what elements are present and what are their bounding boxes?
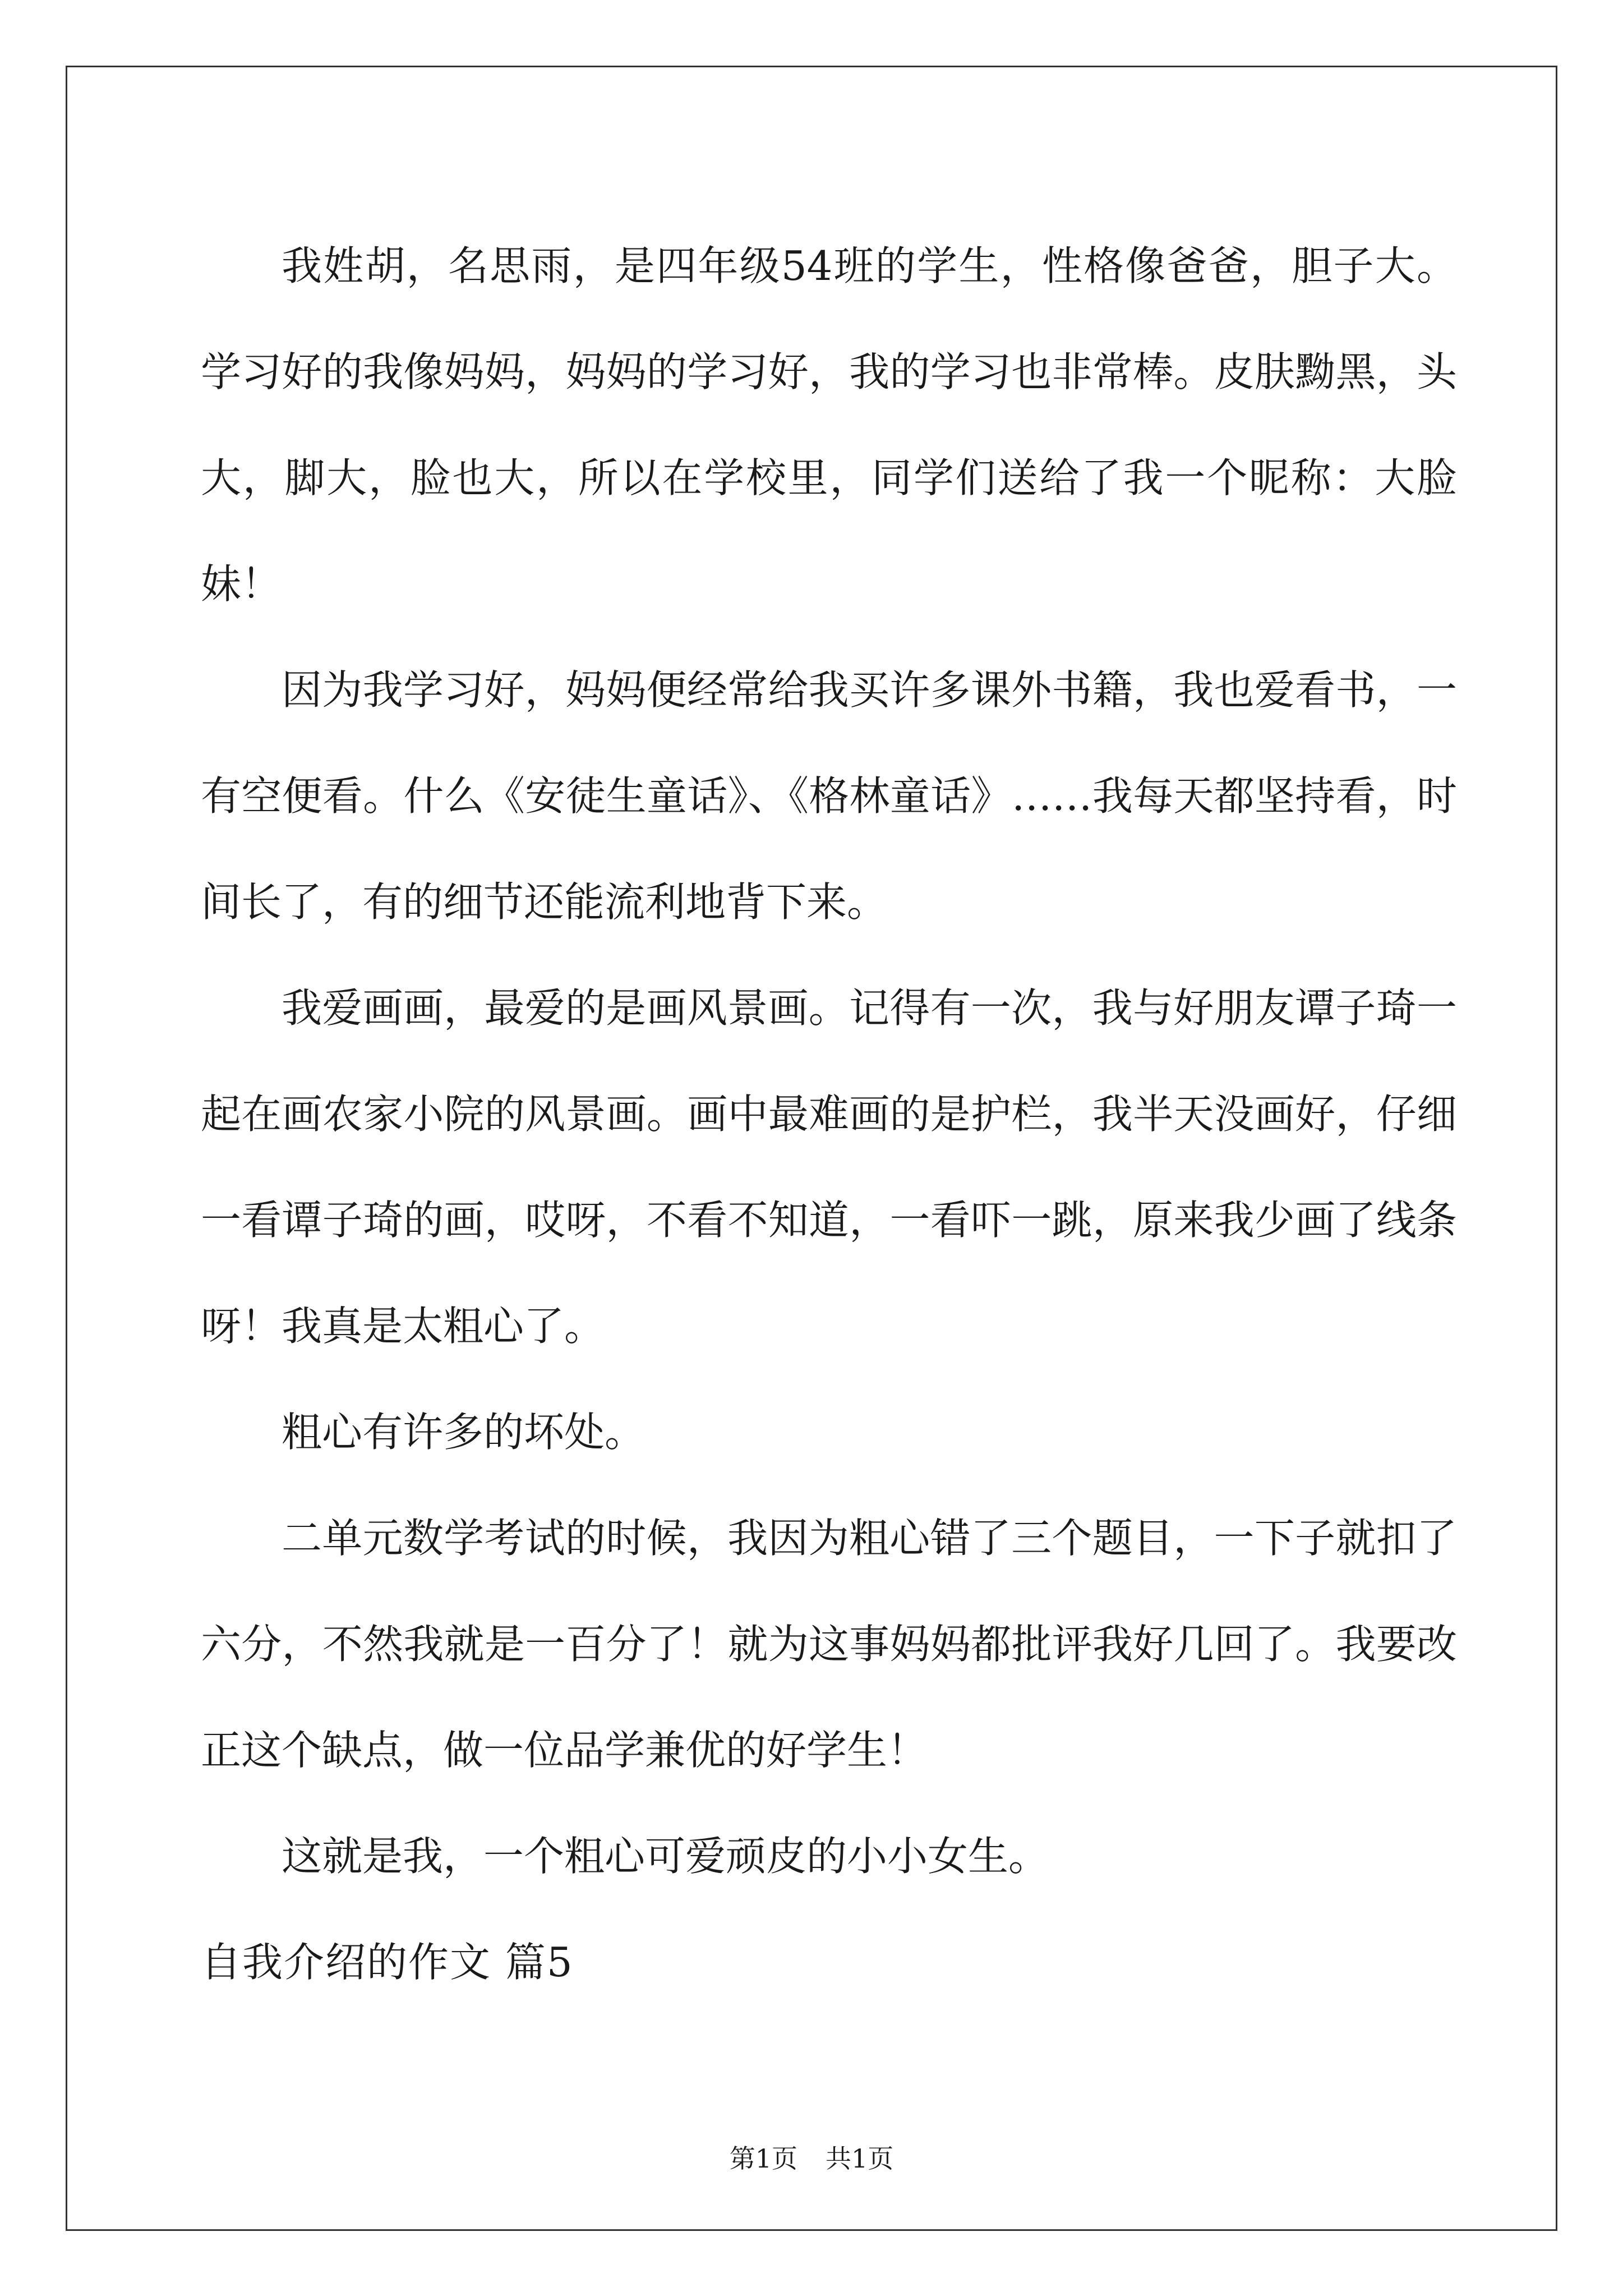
paragraph-5: 二单元数学考试的时候，我因为粗心错了三个题目，一下子就扣了六分，不然我就是一百分了！就为这事妈妈都批评我好几回了。我要改正这个缺点，做一位品学兼优的好学生！ bbox=[201, 1515, 1457, 1774]
paragraph-6: 这就是我，一个粗心可爱顽皮的小小女生。 bbox=[282, 1833, 1049, 1880]
paragraph-1: 我姓胡，名思雨，是四年级54班的学生，性格像爸爸，胆子大。学习好的我像妈妈，妈妈的学习好，我的学习也非常棒。皮肤黝黑，头大，脚大，脸也大，所以在学校里，同学们送给了我一个昵称：大脸妹！ bbox=[201, 242, 1457, 608]
document-body bbox=[201, 213, 1457, 2016]
page-number: 第1页 bbox=[729, 2143, 797, 2174]
page-total: 共1页 bbox=[826, 2143, 894, 2174]
section-heading: 自我介绍的作文 篇5 bbox=[201, 1939, 574, 1986]
paragraph-2: 因为我学习好，妈妈便经常给我买许多课外书籍，我也爱看书，一有空便看。什么《安徒生童话》、《格林童话》……我每天都坚持看，时间长了，有的细节还能流利地背下来。 bbox=[201, 666, 1457, 926]
page-footer bbox=[0, 2138, 1623, 2175]
paragraph-3: 我爱画画，最爱的是画风景画。记得有一次，我与好朋友谭子琦一起在画农家小院的风景画。画中最难画的是护栏，我半天没画好，仔细一看谭子琦的画，哎呀，不看不知道，一看吓一跳，原来我少画了线条呀！我真是太粗心了。 bbox=[201, 984, 1457, 1350]
paragraph-4: 粗心有许多的坏处。 bbox=[282, 1409, 645, 1456]
